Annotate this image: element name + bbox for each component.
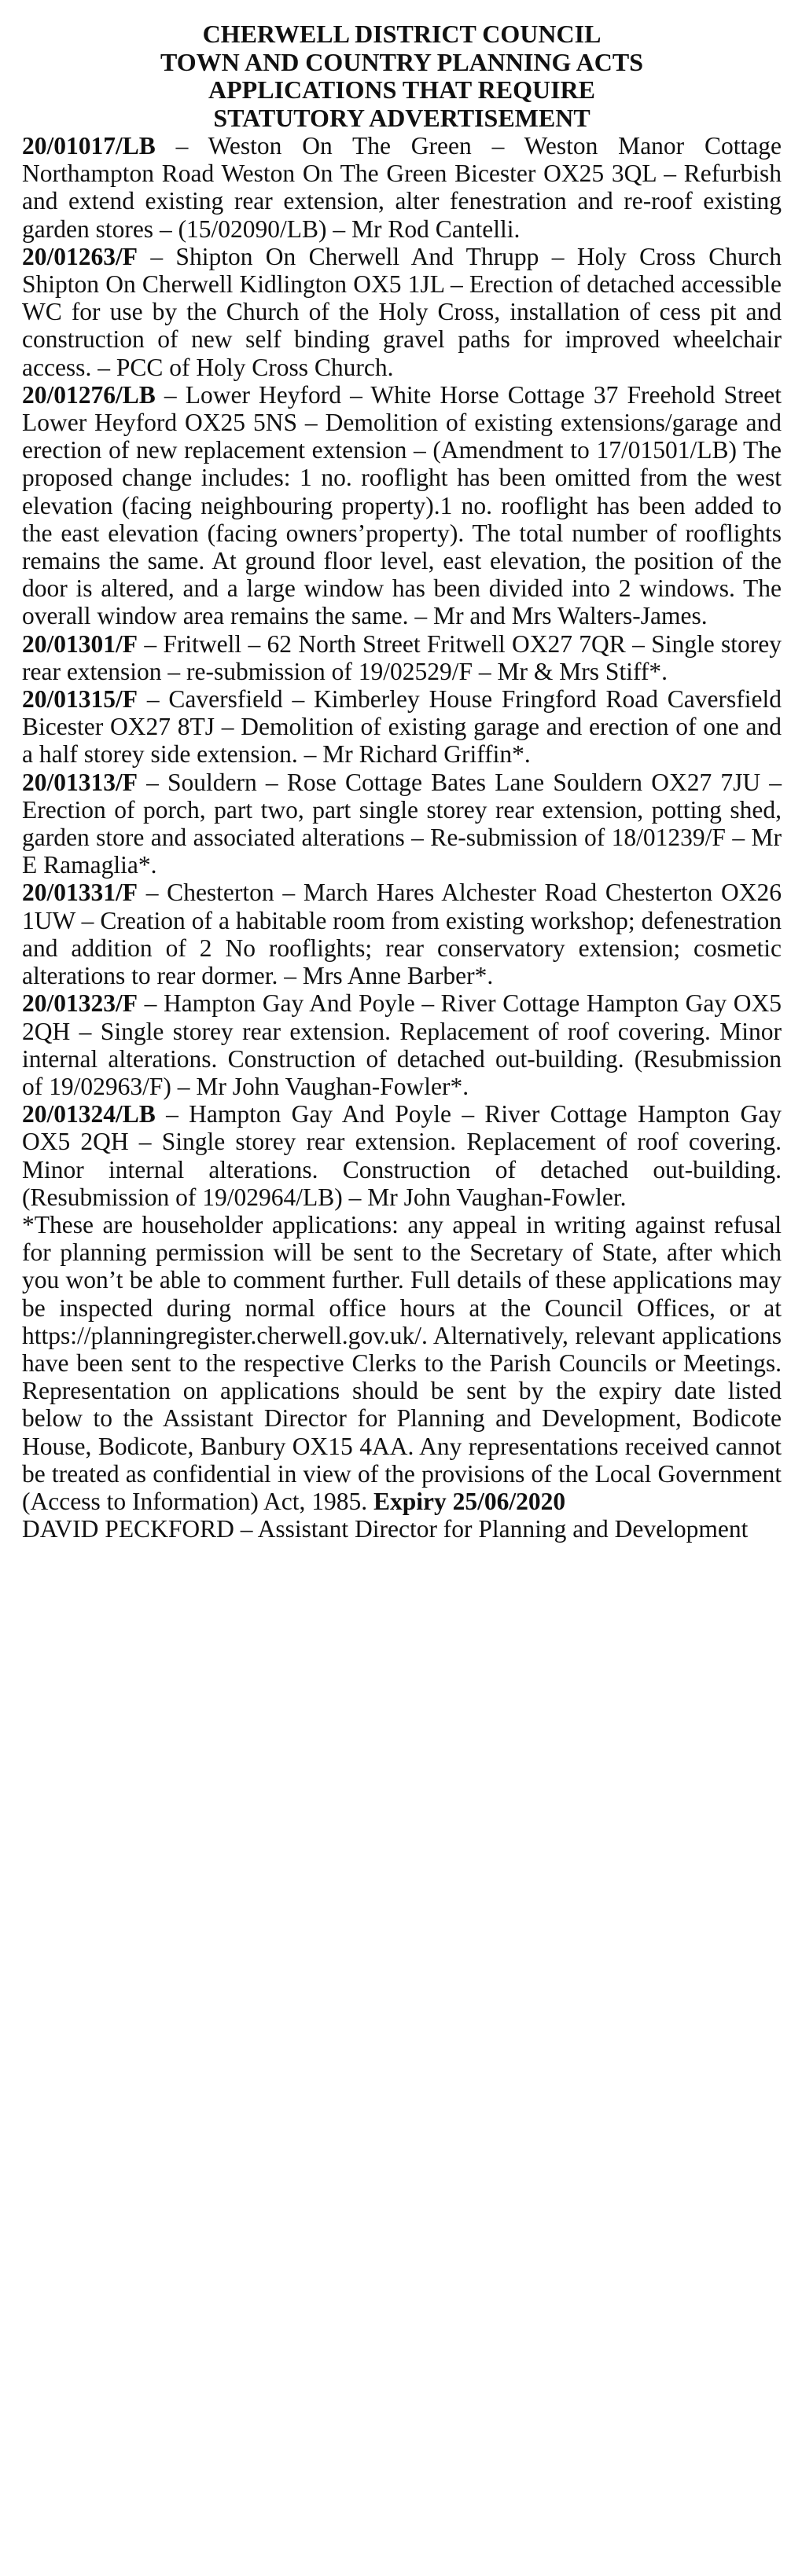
application-reference: 20/01315/F bbox=[22, 685, 138, 714]
application-details: – Hampton Gay And Poyle – River Cottage Hampton Gay OX5 2QH – Single storey rear extension. Replacement of roof covering. Minor internal alterations. Construction of detached out-building. (Resubmission of 19/02963/F) – Mr John Vaughan-Fowler*. bbox=[22, 989, 782, 1100]
expiry-date: Expiry 25/06/2020 bbox=[373, 1487, 566, 1515]
application-details: – Souldern – Rose Cottage Bates Lane Souldern OX27 7JU – Erection of porch, part two, part single storey rear extension, potting shed, garden store and associated alterations – Re-submission of 18/01239/F – Mr E Ramaglia*. bbox=[22, 768, 782, 879]
application-reference: 20/01331/F bbox=[22, 879, 138, 907]
heading-line-council: CHERWELL DISTRICT COUNCIL bbox=[202, 20, 602, 48]
heading-line-applications: APPLICATIONS THAT REQUIRE bbox=[208, 75, 595, 104]
application-details: – Weston On The Green – Weston Manor Cottage Northampton Road Weston On The Green Bicester OX25 3QL – Refurbish and extend existing rear extension, alter fenestration and re-roof existing garden stores – (15/02090/LB) – Mr Rod Cantelli. bbox=[22, 132, 782, 243]
application-details: – Lower Heyford – White Horse Cottage 37 Freehold Street Lower Heyford OX25 5NS – Demolition of existing extensions/garage and erection of new replacement extension – (Amendment to 17/01501/LB) The proposed change includes: 1 no. rooflight has been omitted from the west elevation (facing neighbouring property).1 no. rooflight has been added to the east elevation (facing owners’property). The total number of rooflights remains the same. At ground floor level, east elevation, the position of the door is altered, and a large window has been divided into 2 windows. The overall window area remains the same. – Mr and Mrs Walters-James. bbox=[22, 380, 782, 630]
signature-line: DAVID PECKFORD – Assistant Director for Planning and Development bbox=[22, 1515, 749, 1543]
application-reference: 20/01323/F bbox=[22, 989, 138, 1018]
application-details: – Caversfield – Kimberley House Fringford Road Caversfield Bicester OX27 8TJ – Demolition of existing garage and erection of one and a half storey side extension. – Mr Richard Griffin*. bbox=[22, 685, 782, 769]
application-entry bbox=[22, 381, 782, 630]
application-details: – Shipton On Cherwell And Thrupp – Holy Cross Church Shipton On Cherwell Kidlington OX5 1JL – Erection of detached accessible WC for use by the Church of the Holy Cross, installation of cess pit and construction of new self binding gravel paths for improved wheelchair access. – PCC of Holy Cross Church. bbox=[22, 242, 782, 381]
heading-line-acts: TOWN AND COUNTRY PLANNING ACTS bbox=[160, 47, 644, 76]
householder-footnote bbox=[22, 1211, 782, 1515]
notice-body bbox=[22, 132, 782, 1543]
application-entry bbox=[22, 132, 782, 243]
application-entry bbox=[22, 243, 782, 381]
application-entry bbox=[22, 879, 782, 989]
application-reference: 20/01276/LB bbox=[22, 380, 156, 409]
application-entry bbox=[22, 630, 782, 685]
notice-heading bbox=[22, 20, 782, 132]
heading-line-advertisement: STATUTORY ADVERTISEMENT bbox=[213, 103, 590, 132]
application-details: – Fritwell – 62 North Street Fritwell OX27 7QR – Single storey rear extension – re-submission of 19/02529/F – Mr & Mrs Stiff*. bbox=[22, 629, 782, 685]
application-entry bbox=[22, 1100, 782, 1211]
application-entry bbox=[22, 989, 782, 1100]
application-reference: 20/01313/F bbox=[22, 768, 138, 796]
application-entry bbox=[22, 769, 782, 879]
application-reference: 20/01301/F bbox=[22, 629, 138, 658]
application-details: – Hampton Gay And Poyle – River Cottage Hampton Gay OX5 2QH – Single storey rear extension. Replacement of roof covering. Minor internal alterations. Construction of detached out-building. (Resubmission of 19/02964/LB) – Mr John Vaughan-Fowler. bbox=[22, 1100, 782, 1211]
application-reference: 20/01263/F bbox=[22, 242, 138, 270]
application-details: – Chesterton – March Hares Alchester Road Chesterton OX26 1UW – Creation of a habitable room from existing workshop; defenestration and addition of 2 No rooflights; rear conservatory extension; cosmetic alterations to rear dormer. – Mrs Anne Barber*. bbox=[22, 879, 782, 990]
application-reference: 20/01017/LB bbox=[22, 132, 156, 160]
application-reference: 20/01324/LB bbox=[22, 1100, 156, 1128]
footnote-text: *These are householder applications: any appeal in writing against refusal for planning permission will be sent to the Secretary of State, after which you won’t be able to comment further. Full details of these applications may be inspected during normal office hours at the Council Offices, or at https://planningregister.cherwell.gov.uk/. Alternatively, relevant applications have been sent to the respective Clerks to the Parish Councils or Meetings. Representation on applications should be sent by the expiry date listed below to the Assistant Director for Planning and Development, Bodicote House, Bodicote, Banbury OX15 4AA. Any representations received cannot be treated as confidential in view of the provisions of the Local Government (Access to Information) Act, 1985. bbox=[22, 1210, 782, 1515]
application-entry bbox=[22, 685, 782, 769]
